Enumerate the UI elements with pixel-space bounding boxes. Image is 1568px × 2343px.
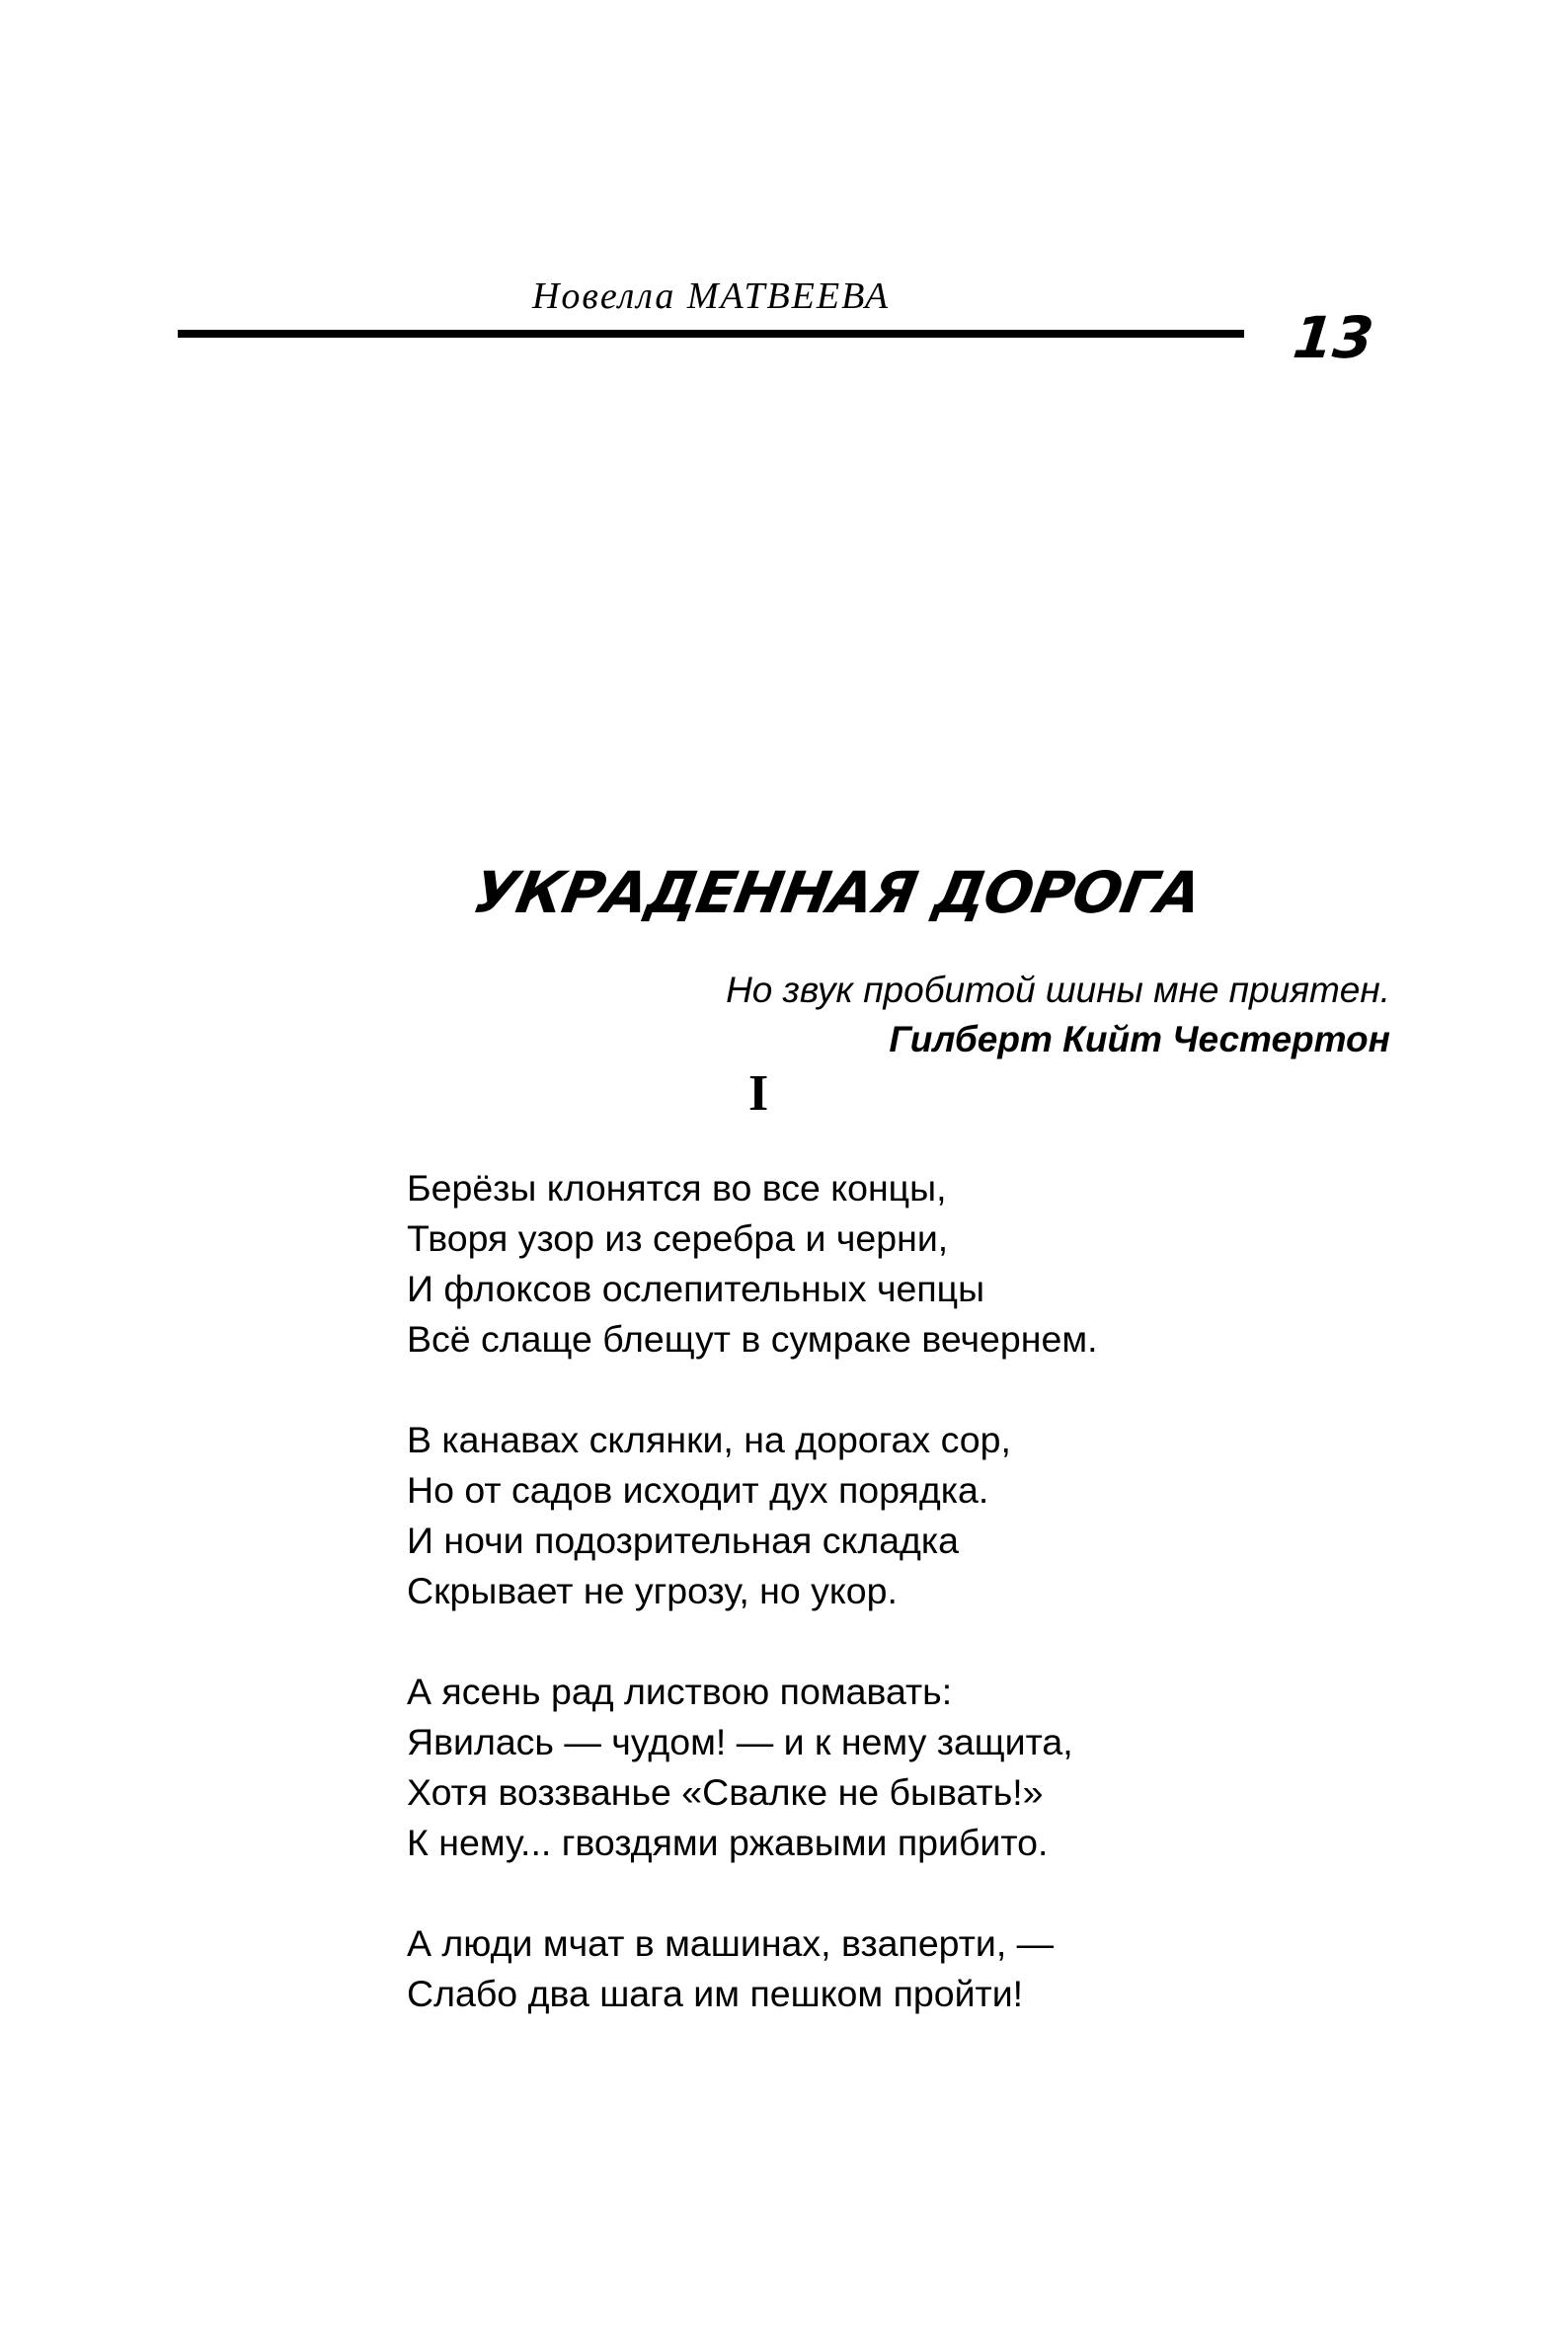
poem-line: Явилась — чудом! — и к нему защита, bbox=[407, 1721, 1073, 1762]
poem-line: И флоксов ослепительных чепцы bbox=[407, 1268, 985, 1309]
page-number: 13 bbox=[1290, 304, 1377, 371]
stanza-4 bbox=[407, 1918, 1394, 2019]
poem-line: А ясень рад листвою помавать: bbox=[407, 1671, 953, 1712]
header-rule bbox=[178, 330, 1244, 338]
poem-line: Скрывает не угрозу, но укор. bbox=[407, 1570, 898, 1611]
running-head bbox=[178, 269, 1377, 387]
section-number: I bbox=[748, 1065, 769, 1122]
epigraph bbox=[726, 966, 1390, 1064]
poem-body bbox=[407, 1163, 1394, 2070]
stanza-1 bbox=[407, 1163, 1394, 1365]
epigraph-text: Но звук пробитой шины мне приятен. bbox=[726, 970, 1390, 1010]
poem-line: Берёзы клонятся во все концы, bbox=[407, 1167, 947, 1209]
running-head-author: Новелла МАТВЕЕВА bbox=[531, 275, 891, 317]
poem-line: В канавах склянки, на дорогах сор, bbox=[407, 1419, 1011, 1460]
stanza-2 bbox=[407, 1415, 1394, 1616]
poem-title: УКРАДЕННАЯ ДОРОГА bbox=[468, 859, 1207, 926]
poem-line: Всё слаще блещут в сумраке вечернем. bbox=[407, 1318, 1098, 1360]
poem-line: Слабо два шага им пешком пройти! bbox=[407, 1973, 1024, 2014]
stanza-3 bbox=[407, 1667, 1394, 1868]
poem-line: И ночи подозрительная складка bbox=[407, 1520, 960, 1561]
poem-line: К нему... гвоздями ржавыми прибито. bbox=[407, 1822, 1049, 1863]
poem-line: Творя узор из серебра и черни, bbox=[407, 1217, 949, 1259]
poem-line: А люди мчат в машинах, взаперти, — bbox=[407, 1922, 1055, 1964]
poem-line: Хотя воззванье «Свалке не бывать!» bbox=[407, 1771, 1044, 1813]
poem-line: Но от садов исходит дух порядка. bbox=[407, 1469, 989, 1511]
epigraph-author: Гилберт Кийт Честертон bbox=[889, 1019, 1390, 1059]
